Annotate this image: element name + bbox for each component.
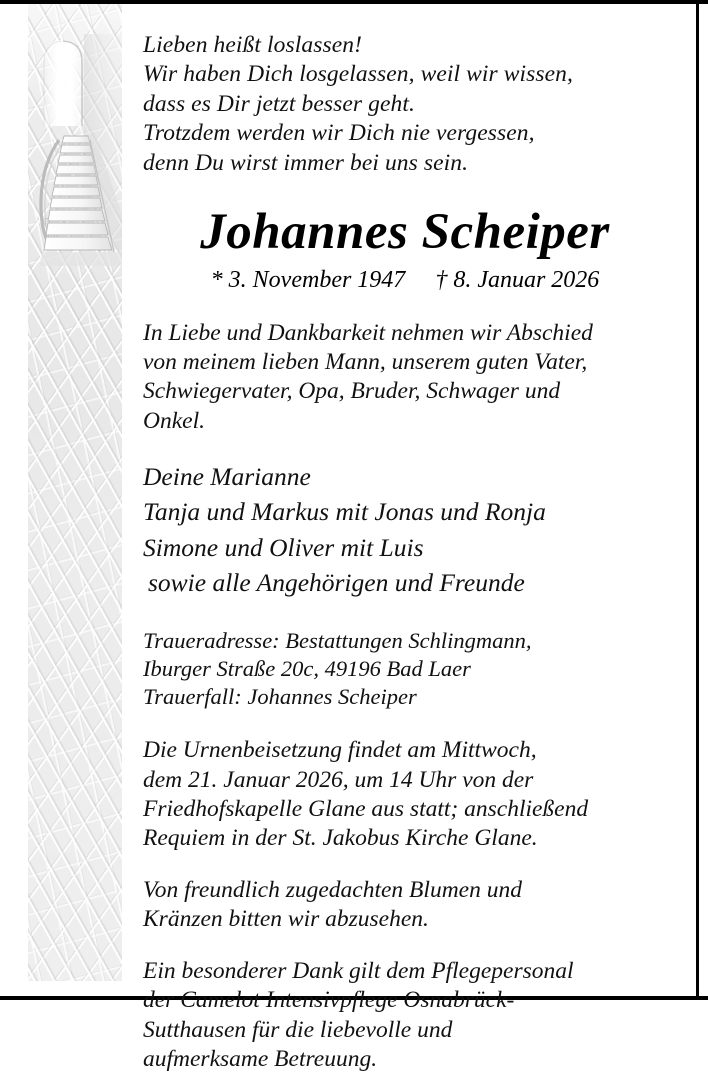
- farewell-line: von meinem lieben Mann, unserem guten Vater,: [143, 349, 588, 376]
- ceremony-line: dem 21. Januar 2026, um 14 Uhr von der: [143, 766, 534, 793]
- mourners-list: [143, 436, 685, 601]
- farewell-line: Onkel.: [143, 407, 205, 434]
- thanks-note: [143, 935, 685, 1074]
- ceremony-line: Friedhofskapelle Glane aus statt; anschließend: [143, 796, 589, 823]
- decorative-art-column: [28, 4, 122, 981]
- mourner-line: Deine Marianne: [143, 461, 311, 491]
- deceased-name: Johannes Scheiper: [200, 204, 610, 261]
- undertaker-line: Traueradresse: Bestattungen Schlingmann,: [143, 628, 532, 654]
- undertaker-line: Iburger Straße 20c, 49196 Bad Laer: [143, 656, 471, 682]
- undertaker-address: [143, 600, 685, 710]
- thanks-line: Ein besonderer Dank gilt dem Pflegepersonal: [143, 957, 574, 984]
- verse-line: Lieben heißt loslassen!: [143, 32, 362, 58]
- flowers-request: [143, 854, 685, 935]
- frame-right-rule: [696, 4, 699, 996]
- cross-dagger-icon: †: [435, 267, 448, 294]
- memorial-verse: [143, 4, 685, 178]
- birth-symbol-icon: *: [210, 267, 223, 294]
- verse-line: Wir haben Dich losgelassen, weil wir wissen,: [143, 61, 574, 88]
- flowers-line: Kränzen bitten wir abzusehen.: [143, 906, 429, 933]
- birth-date: [211, 267, 406, 293]
- farewell-line: Schwiegervater, Opa, Bruder, Schwager und: [143, 378, 561, 405]
- birth-date-value: 3. November 1947: [228, 267, 406, 294]
- life-dates: [143, 261, 685, 295]
- verse-line: Trotzdem werden wir Dich nie vergessen,: [143, 120, 535, 147]
- death-date-value: 8. Januar 2026: [453, 267, 600, 294]
- flowers-line: Von freundlich zugedachten Blumen und: [143, 876, 522, 903]
- mourner-line: Simone und Oliver mit Luis: [143, 532, 424, 562]
- thanks-line: der Camelot Intensivpflege Osnabrück-: [143, 987, 515, 1014]
- mourner-line: sowie alle Angehörigen und Freunde: [148, 568, 525, 598]
- death-date: [435, 267, 599, 293]
- verse-line: dass es Dir jetzt besser geht.: [143, 90, 415, 117]
- thanks-line: aufmerksame Betreuung.: [143, 1045, 378, 1072]
- staircase-archway-icon: [28, 4, 122, 304]
- mourner-line: Tanja und Markus mit Jonas und Ronja: [143, 497, 546, 527]
- farewell-text: [143, 295, 685, 436]
- ceremony-line: Die Urnenbeisetzung findet am Mittwoch,: [143, 737, 537, 764]
- thanks-line: Sutthausen für die liebevolle und: [143, 1016, 453, 1043]
- notice-content: [143, 4, 685, 1072]
- undertaker-line: Trauerfall: Johannes Scheiper: [143, 683, 417, 709]
- ceremony-details: [143, 710, 685, 854]
- verse-line: denn Du wirst immer bei uns sein.: [143, 149, 469, 176]
- ceremony-line: Requiem in der St. Jakobus Kirche Glane.: [143, 825, 538, 852]
- farewell-line: In Liebe und Dankbarkeit nehmen wir Abschied: [143, 320, 593, 347]
